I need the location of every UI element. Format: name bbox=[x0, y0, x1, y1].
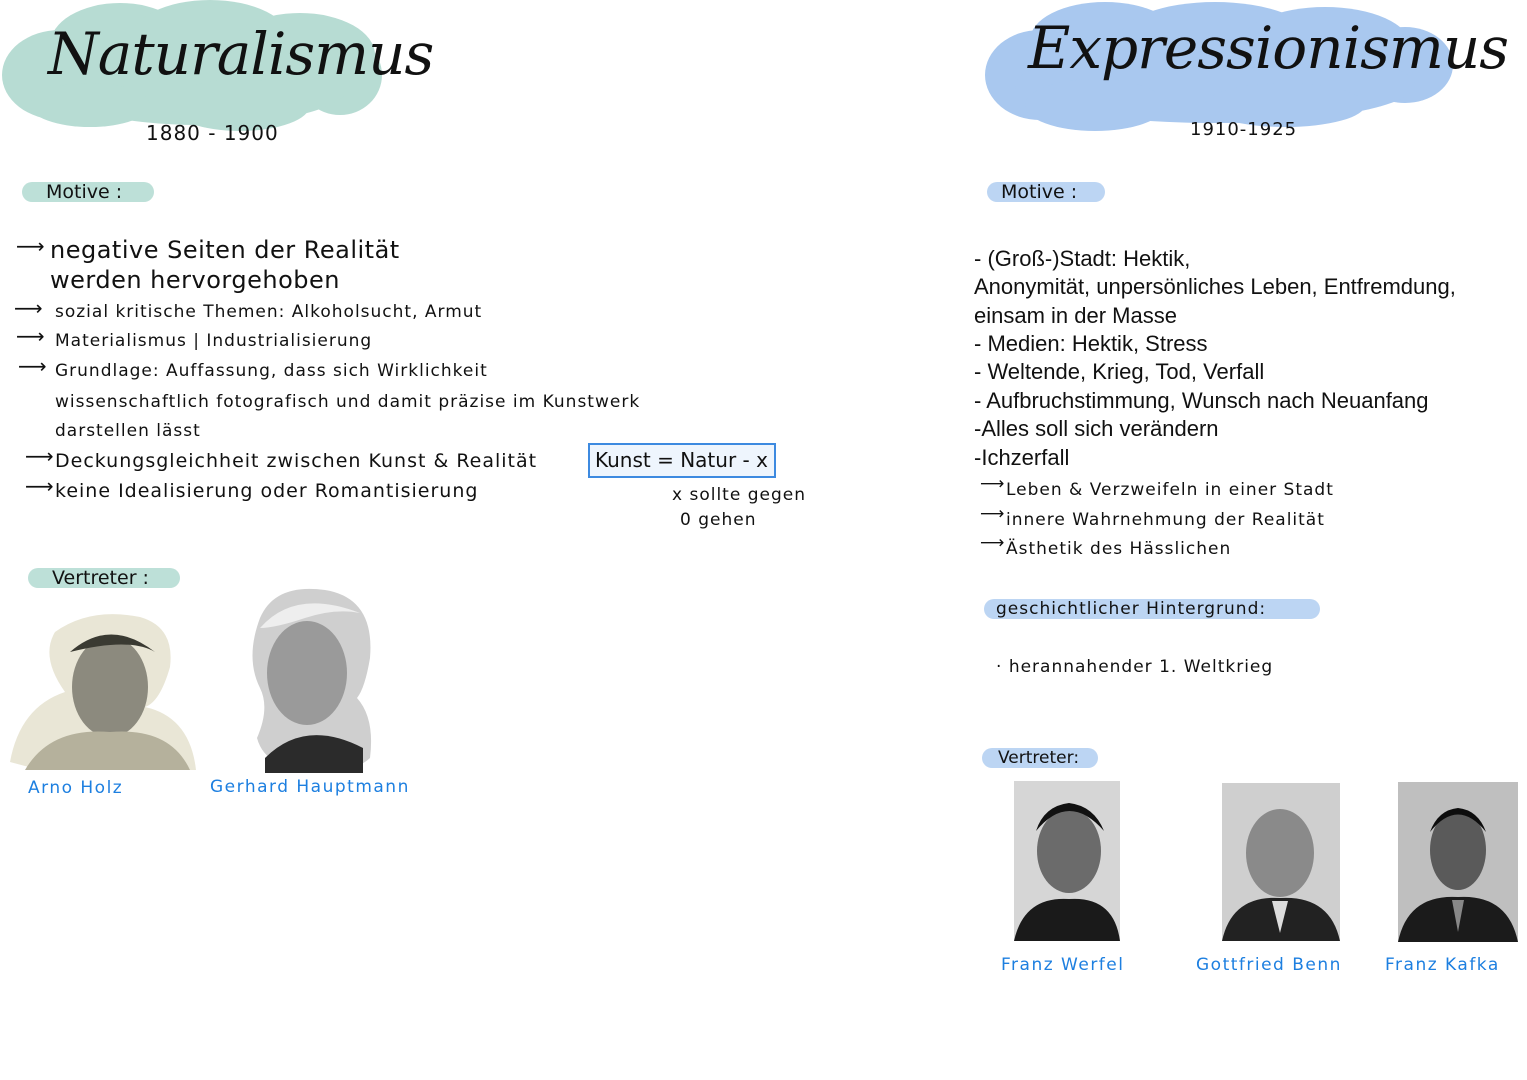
history-item: · herannahender 1. Weltkrieg bbox=[996, 657, 1274, 677]
arrow-icon: ⟶ bbox=[18, 354, 47, 378]
arrow-icon: ⟶ bbox=[980, 533, 1005, 553]
vertreter-name: Franz Kafka bbox=[1385, 955, 1500, 975]
years-naturalismus: 1880 - 1900 bbox=[146, 121, 279, 145]
arrow-icon: ⟶ bbox=[980, 474, 1005, 494]
motive-item: Deckungsgleichheit zwischen Kunst & Realität bbox=[55, 450, 538, 472]
history-item-text: herannahender 1. Weltkrieg bbox=[1008, 657, 1274, 677]
motive-arrow-item: innere Wahrnehmung der Realität bbox=[1006, 510, 1325, 530]
motive-heading: Motive : bbox=[987, 182, 1105, 202]
portrait-gerhard-hauptmann bbox=[245, 588, 375, 773]
motive-line: -Alles soll sich verändern bbox=[974, 416, 1219, 441]
motive-item: werden hervorgehoben bbox=[50, 266, 340, 294]
motive-item: Grundlage: Auffassung, dass sich Wirklichkeit bbox=[55, 361, 488, 381]
arrow-icon: ⟶ bbox=[25, 444, 54, 468]
motive-line: Anonymität, unpersönliches Leben, Entfremdung, bbox=[974, 274, 1456, 299]
motive-item: wissenschaftlich fotografisch und damit präzise im Kunstwerk bbox=[55, 392, 641, 412]
motive-item: Materialismus | Industrialisierung bbox=[55, 331, 373, 351]
portrait-arno-holz bbox=[10, 612, 196, 770]
motive-line: -Ichzerfall bbox=[974, 445, 1070, 470]
motive-line: - (Groß-)Stadt: Hektik, bbox=[974, 246, 1191, 271]
vertreter-heading: Vertreter : bbox=[28, 568, 180, 588]
arrow-icon: ⟶ bbox=[25, 474, 54, 498]
formula-note: x sollte gegen bbox=[672, 485, 806, 505]
portrait-gottfried-benn bbox=[1222, 783, 1340, 941]
motive-item: keine Idealisierung oder Romantisierung bbox=[55, 480, 479, 502]
formula-note: 0 gehen bbox=[680, 510, 757, 530]
portrait-franz-werfel bbox=[1014, 781, 1120, 941]
arrow-icon: ⟶ bbox=[16, 234, 45, 258]
motive-line: einsam in der Masse bbox=[974, 303, 1177, 328]
vertreter-heading: Vertreter: bbox=[982, 748, 1098, 768]
formula-box: Kunst = Natur - x bbox=[588, 443, 776, 478]
motive-arrow-item: Ästhetik des Hässlichen bbox=[1006, 539, 1232, 559]
page-title-expressionismus: Expressionismus bbox=[1028, 14, 1509, 82]
arrow-icon: ⟶ bbox=[980, 504, 1005, 524]
motive-line: - Aufbruchstimmung, Wunsch nach Neuanfang bbox=[974, 388, 1429, 413]
motive-item: darstellen lässt bbox=[55, 421, 201, 441]
vertreter-name: Gottfried Benn bbox=[1196, 955, 1342, 975]
vertreter-name: Gerhard Hauptmann bbox=[210, 777, 410, 797]
arrow-icon: ⟶ bbox=[14, 296, 43, 320]
portrait-franz-kafka bbox=[1398, 782, 1518, 942]
vertreter-name: Arno Holz bbox=[28, 778, 124, 798]
page-title-naturalismus: Naturalismus bbox=[48, 20, 434, 88]
motive-arrow-item: Leben & Verzweifeln in einer Stadt bbox=[1006, 480, 1334, 500]
history-heading: geschichtlicher Hintergrund: bbox=[984, 599, 1320, 619]
motive-item: negative Seiten der Realität bbox=[50, 236, 400, 264]
motive-line: - Weltende, Krieg, Tod, Verfall bbox=[974, 359, 1265, 384]
vertreter-name: Franz Werfel bbox=[1001, 955, 1125, 975]
arrow-icon: ⟶ bbox=[16, 324, 45, 348]
years-expressionismus: 1910-1925 bbox=[1190, 119, 1298, 140]
motive-line: - Medien: Hektik, Stress bbox=[974, 331, 1208, 356]
motive-heading: Motive : bbox=[22, 182, 154, 202]
motive-item: sozial kritische Themen: Alkoholsucht, Armut bbox=[55, 302, 483, 322]
